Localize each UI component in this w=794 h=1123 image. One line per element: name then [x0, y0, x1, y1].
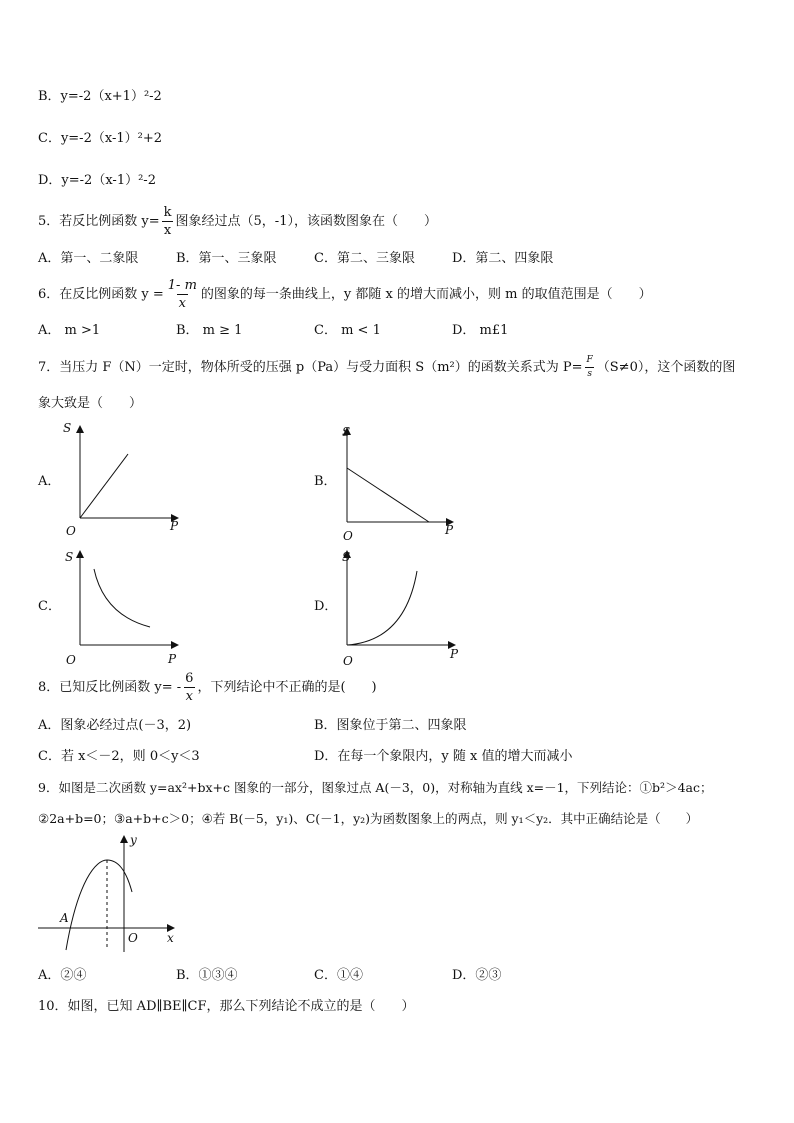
curve-parabola: [347, 571, 417, 645]
q9-line2: ②2a+b=0；③a+b+c＞0；④若 B(－5，y₁)、C(－1，y₂)为函数图象上的两点，则 y₁＜y₂．其中正确结论是（ ）: [38, 811, 699, 826]
curve-line: [80, 454, 128, 518]
q7-graph-b: [335, 422, 465, 547]
q7-option-d-label: D．: [314, 599, 338, 614]
q6-suffix: 的图象的每一条曲线上，y 都随 x 的增大而减小，则 m 的取值范围是（ ）: [200, 287, 652, 302]
axis-p-label: P: [168, 652, 177, 666]
q9-option-b: B．①③④: [176, 968, 238, 983]
origin-label: O: [66, 524, 76, 538]
q7-graph-d: [335, 545, 465, 670]
q6-prefix: 6．在反比例函数 y =: [38, 287, 164, 302]
q5-fraction: [162, 206, 174, 237]
q8-frac-num: 6: [185, 671, 194, 686]
q4-option-b: B．y=-2（x+1）²-2: [38, 89, 162, 104]
origin-label: O: [128, 931, 138, 945]
q9-option-c: C．①④: [314, 968, 363, 983]
parabola-curve: [66, 860, 132, 950]
q6-option-d: D． m£1: [452, 323, 509, 338]
q8-suffix: ，下列结论中不正确的是( ): [197, 680, 377, 695]
q5-suffix: 图象经过点（5，-1），该函数图象在（ ）: [175, 214, 437, 229]
q8-option-a: A．图象必经过点(－3，2): [38, 718, 192, 733]
q6-frac-den: x: [178, 296, 187, 311]
q7-option-a-label: A．: [38, 474, 61, 489]
q7-line2: 象大致是（ ）: [38, 396, 143, 411]
q7-option-c-label: C．: [38, 599, 61, 614]
y-axis-label: y: [130, 833, 137, 847]
q7-fraction: [585, 356, 595, 379]
q4-option-d: D．y=-2（x-1）²-2: [38, 173, 156, 188]
q7-option-b-label: B．: [314, 474, 337, 489]
q9-option-a: A．②④: [38, 968, 87, 983]
q8-option-b: B．图象位于第二、四象限: [314, 718, 467, 733]
q5-option-c: C．第二、三象限: [314, 251, 415, 266]
q5-option-b: B．第一、三象限: [176, 251, 277, 266]
axis-s-label: S: [342, 550, 351, 564]
origin-label: O: [343, 529, 353, 543]
axis-p-label: P: [170, 519, 179, 533]
q5-frac-num: k: [163, 205, 172, 220]
q5-frac-den: x: [163, 223, 172, 238]
q7-suffix: （S≠0），这个函数的图: [596, 360, 736, 375]
q7-frac-num: F: [586, 355, 593, 365]
point-a-label: A: [60, 911, 69, 925]
q9-line1: 9．如图是二次函数 y=ax²+bx+c 图象的一部分，图象过点 A(－3，0)，对称轴为直线 x=－1，下列结论：①b²＞4ac；: [38, 780, 713, 795]
axis-p-label: P: [445, 523, 454, 537]
q6-option-a: A． m >1: [38, 323, 101, 338]
q6-frac-num: 1- m: [167, 278, 197, 293]
q4-option-c: C．y=-2（x-1）²+2: [38, 131, 162, 146]
q9-parabola-graph: [34, 830, 184, 955]
q8-option-d: D．在每一个象限内，y 随 x 值的增大而减小: [314, 749, 573, 764]
q7-graph-a: [60, 418, 190, 543]
origin-label: O: [66, 653, 76, 667]
q5-option-a: A．第一、二象限: [38, 251, 139, 266]
q7-graph-c: [60, 545, 190, 670]
axis-p-label: P: [450, 647, 459, 661]
q5-prefix: 5．若反比例函数 y=: [38, 214, 160, 229]
q6-fraction: [166, 279, 199, 310]
q8-prefix: 8．已知反比例函数 y= -: [38, 680, 182, 695]
q7-prefix: 7．当压力 F（N）一定时，物体所受的压强 p（Pa）与受力面积 S（m²）的函数关系式为 P=: [38, 360, 583, 375]
q8-fraction: [183, 672, 195, 703]
curve-hyperbola: [94, 569, 150, 627]
question-5: [38, 206, 437, 237]
axis-s-label: S: [65, 550, 74, 564]
axis-s-label: S: [342, 425, 351, 439]
question-8: [38, 671, 377, 705]
question-10: 10．如图，已知 AD∥BE∥CF，那么下列结论不成立的是（ ）: [38, 999, 415, 1014]
q9-option-d: D．②③: [452, 968, 502, 983]
origin-label: O: [343, 654, 353, 668]
q8-frac-den: x: [185, 689, 193, 704]
question-6: [38, 278, 652, 312]
x-axis-label: x: [167, 931, 174, 945]
q6-option-c: C． m < 1: [314, 323, 381, 338]
q8-option-c: C．若 x＜－2，则 0＜y＜3: [38, 749, 200, 764]
curve-line: [347, 468, 429, 522]
axis-s-label: S: [63, 421, 72, 435]
q6-option-b: B． m ≥ 1: [176, 323, 243, 338]
q5-option-d: D．第二、四象限: [452, 251, 554, 266]
question-7: [38, 353, 735, 383]
q7-frac-den: s: [587, 369, 592, 379]
